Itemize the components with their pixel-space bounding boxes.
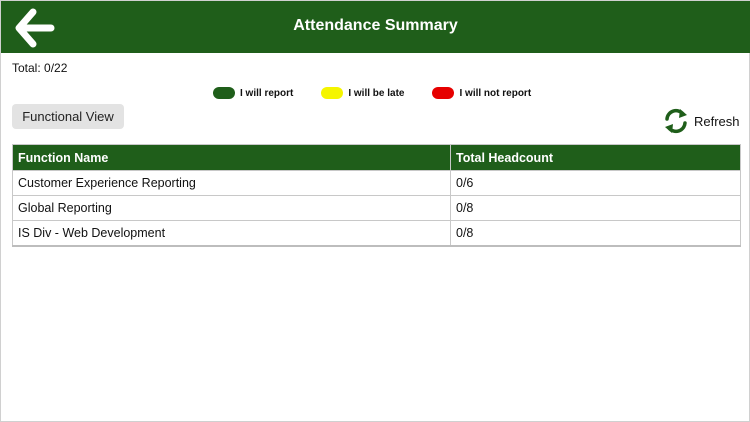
page-title: Attendance Summary	[293, 17, 458, 34]
total-count: Total: 0/22	[12, 61, 68, 75]
refresh-label: Refresh	[694, 113, 740, 129]
column-header-total-headcount: Total Headcount	[451, 145, 741, 171]
refresh-icon	[663, 108, 689, 134]
legend-item-not-report	[432, 87, 531, 99]
legend-item-report	[213, 87, 293, 99]
headcount-cell: 0/8	[451, 196, 741, 221]
legend	[213, 87, 559, 99]
functional-view-button[interactable]: Functional View	[12, 104, 124, 129]
function-name-cell: IS Div - Web Development	[13, 221, 451, 247]
function-headcount-table	[12, 144, 741, 247]
legend-swatch-report	[213, 87, 235, 99]
legend-item-late	[321, 87, 404, 99]
legend-label-not-report: I will not report	[459, 87, 532, 99]
table-row[interactable]	[13, 196, 741, 221]
legend-label-late: I will be late	[348, 87, 405, 99]
column-header-function-name: Function Name	[13, 145, 451, 171]
legend-swatch-late	[321, 87, 343, 99]
table-header-row	[13, 145, 741, 171]
table-row[interactable]	[13, 221, 741, 247]
legend-label-report: I will report	[240, 87, 294, 99]
headcount-cell: 0/8	[451, 221, 741, 247]
legend-swatch-not-report	[432, 87, 454, 99]
refresh-button[interactable]	[663, 108, 740, 134]
function-name-cell: Global Reporting	[13, 196, 451, 221]
function-name-cell: Customer Experience Reporting	[13, 171, 451, 196]
app-header	[1, 1, 750, 53]
table-row[interactable]	[13, 171, 741, 196]
headcount-cell: 0/6	[451, 171, 741, 196]
